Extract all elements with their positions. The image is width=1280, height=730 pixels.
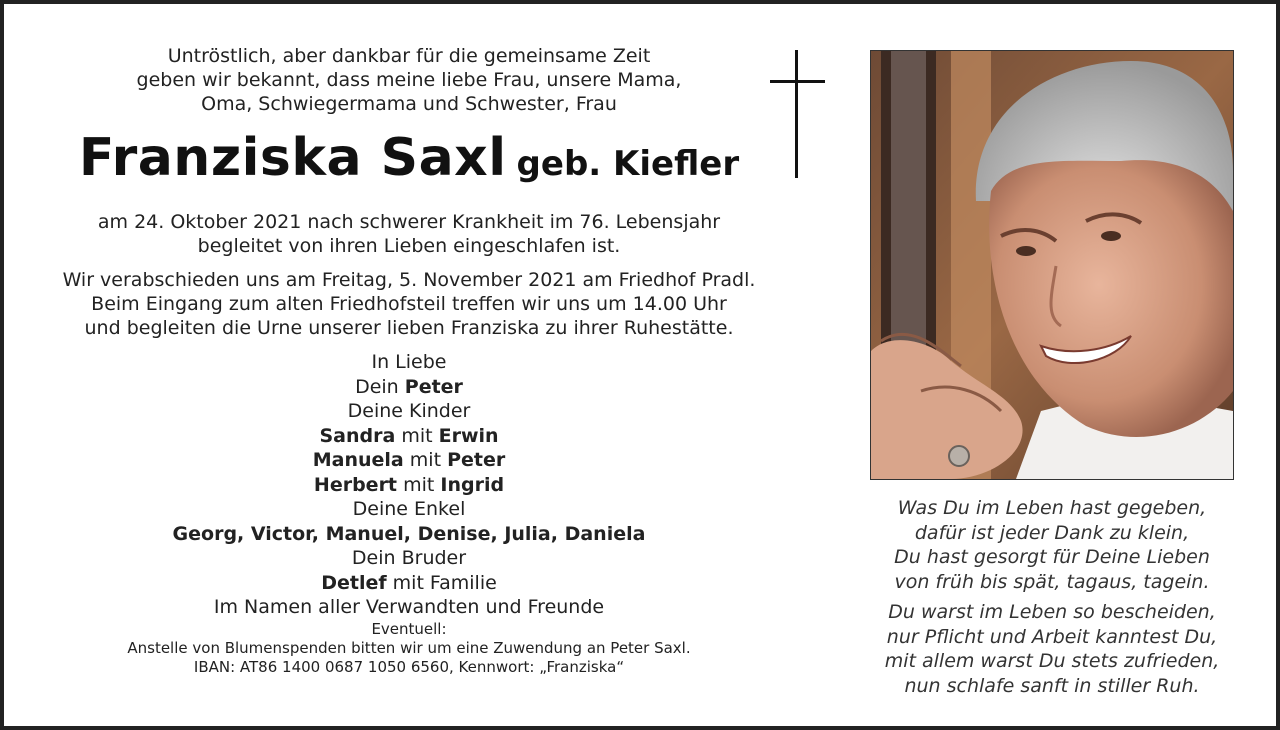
intro-line: Untröstlich, aber dankbar für die gemeinsame Zeit: [167, 45, 651, 67]
deceased-name: [44, 128, 774, 200]
death-notice: [44, 210, 774, 258]
child-line: [44, 448, 774, 473]
donation-line: Anstelle von Blumenspenden bitten wir um eine Zuwendung an Peter Saxl.: [127, 638, 691, 657]
poem-line: dafür ist jeder Dank zu klein,: [914, 521, 1190, 544]
birth-name: geb. Kiefler: [516, 144, 740, 184]
poem-line: Du hast gesorgt für Deine Lieben: [894, 546, 1210, 568]
child-partner: Erwin: [438, 424, 499, 447]
funeral-notice: [44, 268, 774, 340]
cross-icon: [795, 50, 798, 178]
poem-line: nur Pflicht und Arbeit kanntest Du,: [886, 625, 1218, 648]
intro-line: Oma, Schwiegermama und Schwester, Frau: [201, 93, 617, 115]
in-liebe: In Liebe: [371, 351, 447, 373]
funeral-line: Wir verabschieden uns am Freitag, 5. November 2021 am Friedhof Pradl.: [62, 269, 756, 291]
brother-name: Detlef: [321, 571, 387, 594]
husband-line: [44, 375, 774, 400]
intro-text: [44, 44, 774, 116]
husband-prefix: Dein: [355, 375, 399, 398]
child-mit: mit: [409, 449, 442, 471]
poem-line: Was Du im Leben hast gegeben,: [897, 497, 1207, 519]
children-label: Deine Kinder: [347, 400, 471, 422]
brother-label: Dein Bruder: [351, 547, 467, 569]
intro-line: geben wir bekannt, dass meine liebe Frau, unsere Mama,: [136, 69, 682, 91]
child-line: [44, 424, 774, 449]
child-name: Sandra: [319, 424, 396, 447]
brother-suffix: mit Familie: [392, 571, 497, 594]
deceased-full-name: Franziska Saxl: [78, 128, 507, 188]
obituary-text: [44, 44, 774, 677]
portrait-photo: [870, 50, 1234, 480]
grandchildren-label: Deine Enkel: [352, 498, 466, 520]
funeral-line: Beim Eingang zum alten Friedhofsteil treffen wir uns um 14.00 Uhr: [91, 293, 727, 315]
poem-line: von früh bis spät, tagaus, tagein.: [894, 570, 1210, 593]
poem-stanza: [854, 600, 1250, 698]
death-line: begleitet von ihren Lieben eingeschlafen ist.: [197, 235, 621, 257]
relatives-line: Im Namen aller Verwandten und Freunde: [213, 596, 605, 618]
poem-stanza: [854, 496, 1250, 594]
child-line: [44, 473, 774, 498]
poem-line: Du warst im Leben so bescheiden,: [888, 601, 1216, 623]
child-mit: mit: [403, 473, 435, 496]
donation-notice: [44, 620, 774, 677]
mourners-list: [44, 350, 774, 620]
grandchildren-names: Georg, Victor, Manuel, Denise, Julia, Daniela: [172, 522, 646, 545]
donation-line: IBAN: AT86 1400 0687 1050 6560, Kennwort: „Franziska“: [193, 657, 625, 676]
poem-line: nun schlafe sanft in stiller Ruh.: [904, 674, 1200, 697]
brother-line: [44, 571, 774, 596]
child-mit: mit: [401, 424, 433, 447]
child-name: Manuela: [312, 449, 404, 471]
portrait-image: [871, 51, 1233, 479]
donation-line: Eventuell:: [371, 619, 447, 638]
funeral-line: und begleiten die Urne unserer lieben Franziska zu ihrer Ruhestätte.: [84, 317, 734, 339]
cross-icon-bar: [770, 80, 825, 83]
death-line: am 24. Oktober 2021 nach schwerer Krankheit im 76. Lebensjahr: [97, 211, 721, 233]
poem-line: mit allem warst Du stets zufrieden,: [884, 650, 1220, 672]
child-partner: Ingrid: [440, 473, 505, 496]
child-name: Herbert: [313, 473, 398, 496]
child-partner: Peter: [447, 449, 506, 471]
memorial-poem: [854, 496, 1250, 698]
husband-name: Peter: [404, 375, 463, 398]
